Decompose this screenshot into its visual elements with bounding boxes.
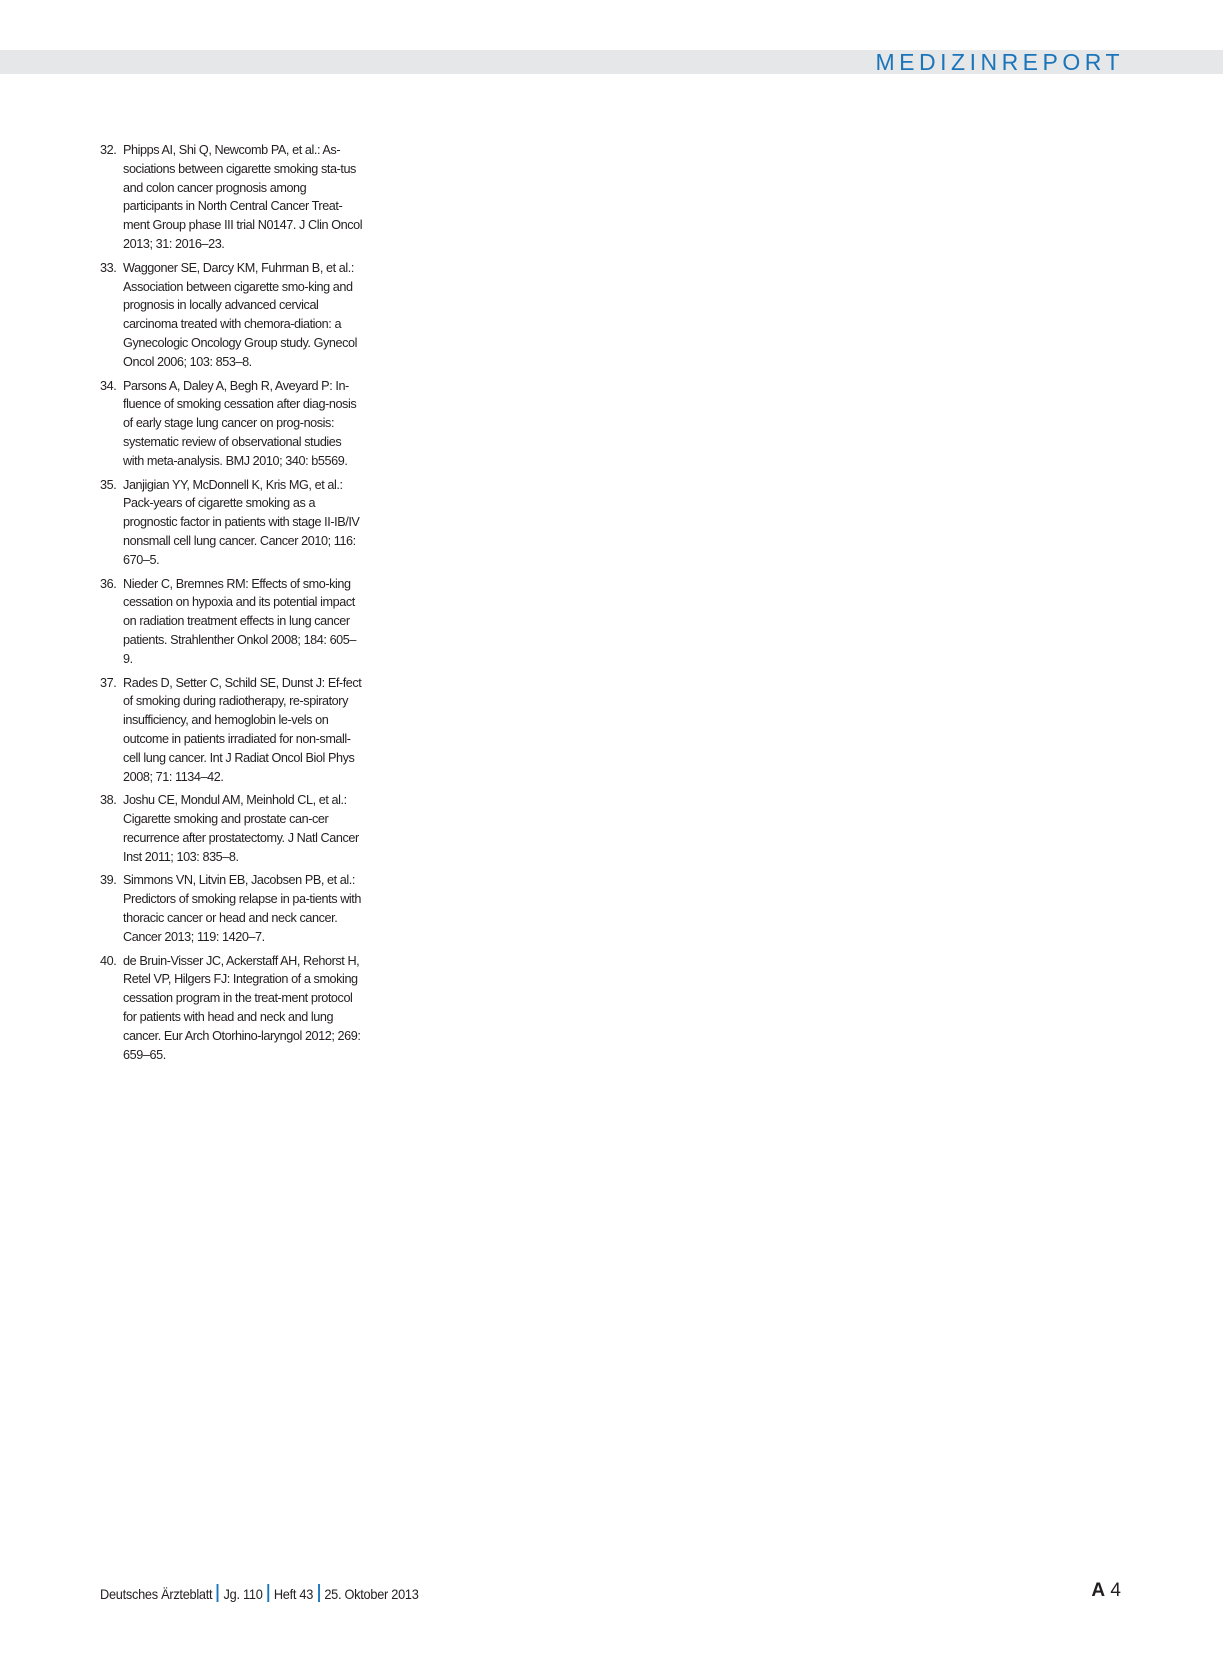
page-letter: A — [1091, 1580, 1106, 1601]
reference-number: 39. — [100, 872, 117, 888]
reference-text: Parsons A, Daley A, Begh R, Aveyard P: In-fluence of smoking cessation after diag-nosis of early stage lung cancer on prog-nosis: systematic review of observational studies with meta-analysis. BMJ 2010; 340: b5569. — [123, 377, 357, 468]
reference-item — [100, 871, 365, 946]
reference-item — [100, 791, 365, 866]
reference-text: Waggoner SE, Darcy KM, Fuhrman B, et al.: Association between cigarette smo-king and prognosis in locally advanced cervical carcinoma treated with chemora-diation: a Gynecologic Oncology Group study. Gynecol Oncol 2006; 103: 853–8. — [123, 259, 358, 369]
reference-text: Nieder C, Bremnes RM: Effects of smo-king cessation on hypoxia and its potential impact on radiation treatment effects in lung cancer patients. Strahlenther Onkol 2008; 184: 605–9. — [123, 575, 357, 666]
reference-text: Janjigian YY, McDonnell K, Kris MG, et al.: Pack-years of cigarette smoking as a prognostic factor in patients with stage II-IB/IV nonsmall cell lung cancer. Cancer 2010; 116: 670–5. — [123, 476, 360, 567]
reference-number: 32. — [100, 142, 117, 157]
reference-item — [100, 575, 365, 669]
page-number — [1091, 1579, 1121, 1603]
reference-text: Simmons VN, Litvin EB, Jacobsen PB, et al.: Predictors of smoking relapse in pa-tients with thoracic cancer or head and neck cancer. Cancer 2013; 119: 1420–7. — [123, 872, 361, 944]
page-digit: 4 — [1110, 1580, 1121, 1601]
reference-number: 33. — [100, 259, 117, 275]
separator-bar — [318, 1584, 320, 1602]
separator-bar — [267, 1584, 269, 1602]
footer-citation — [100, 1584, 419, 1604]
reference-item — [100, 141, 365, 254]
reference-text: Phipps AI, Shi Q, Newcomb PA, et al.: As-sociations between cigarette smoking sta-tus and colon cancer prognosis among participants in North Central Cancer Treat-ment Group phase III trial N0147. J Clin Oncol 2013; 31: 2016–23. — [123, 142, 363, 251]
reference-item — [100, 476, 365, 570]
volume: Jg. 110 — [223, 1587, 263, 1602]
issue-date: 25. Oktober 2013 — [324, 1587, 419, 1602]
separator-bar — [217, 1584, 219, 1602]
reference-number: 36. — [100, 575, 117, 591]
reference-number: 40. — [100, 952, 117, 968]
reference-text: de Bruin-Visser JC, Ackerstaff AH, Rehorst H, Retel VP, Hilgers FJ: Integration of a smoking cessation program in the treat-ment protocol for patients with head and neck and lung cancer. Eur Arch Otorhino-laryngol 2012; 269: 659–65. — [123, 952, 361, 1062]
reference-number: 38. — [100, 792, 117, 808]
journal-name: Deutsches Ärzteblatt — [100, 1587, 213, 1602]
reference-text: Joshu CE, Mondul AM, Meinhold CL, et al.: Cigarette smoking and prostate can-cer recurrence after prostatectomy. J Natl Cancer Inst 2011; 103: 835–8. — [123, 792, 359, 864]
reference-item — [100, 952, 365, 1065]
reference-text: Rades D, Setter C, Schild SE, Dunst J: Ef-fect of smoking during radiotherapy, re-spiratory insufficiency, and hemoglobin le-vels on outcome in patients irradiated for non-small-cell lung cancer. Int J Radiat Oncol Biol Phys 2008; 71: 1134–42. — [123, 674, 362, 784]
reference-number: 37. — [100, 674, 117, 690]
section-title: MEDIZINREPORT — [875, 49, 1124, 75]
reference-number: 34. — [100, 377, 117, 393]
reference-item — [100, 377, 365, 471]
reference-item — [100, 259, 365, 372]
reference-item — [100, 674, 365, 787]
issue: Heft 43 — [273, 1587, 314, 1602]
reference-number: 35. — [100, 476, 117, 492]
reference-list — [100, 141, 365, 1069]
